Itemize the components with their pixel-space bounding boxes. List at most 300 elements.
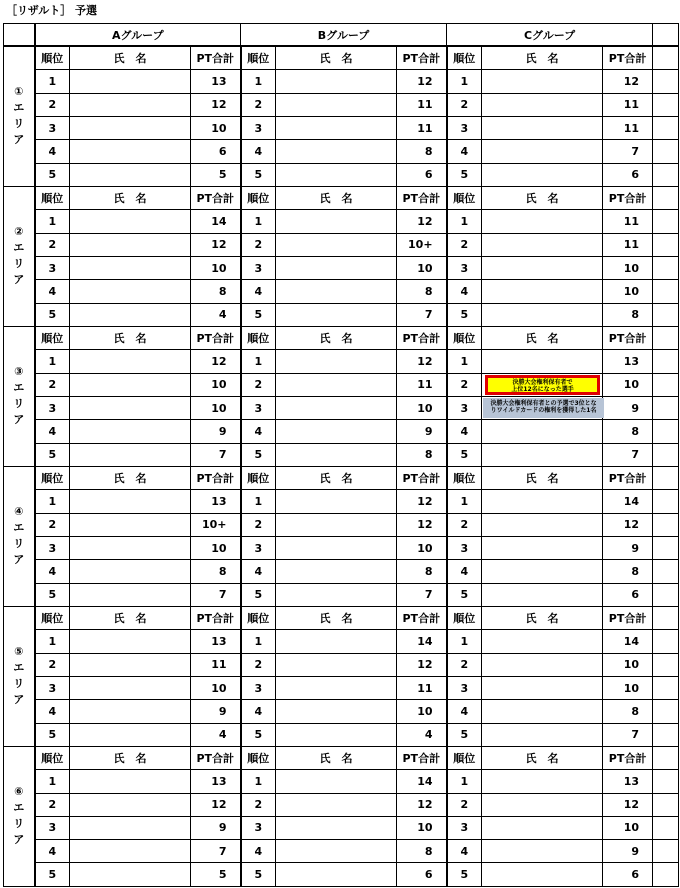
pt-cell: 10 bbox=[191, 396, 241, 419]
name-cell bbox=[482, 653, 603, 676]
name-cell bbox=[70, 793, 191, 816]
rank-cell: 2 bbox=[241, 93, 276, 116]
name-cell bbox=[482, 116, 603, 139]
rank-cell: 5 bbox=[241, 443, 276, 466]
spacer-cell bbox=[653, 46, 679, 70]
table-row bbox=[4, 350, 679, 373]
group-a-header: Aグループ bbox=[35, 24, 241, 47]
results-table bbox=[3, 23, 679, 887]
pt-cell: 14 bbox=[397, 770, 447, 793]
spacer-cell bbox=[653, 70, 679, 93]
pt-cell: 8 bbox=[603, 303, 653, 326]
pt-cell: 10 bbox=[191, 256, 241, 279]
rank-cell: 2 bbox=[447, 653, 482, 676]
rank-cell: 1 bbox=[447, 630, 482, 653]
rank-cell: 3 bbox=[447, 536, 482, 559]
name-cell bbox=[70, 303, 191, 326]
pt-cell: 10 bbox=[397, 256, 447, 279]
name-column-header: 氏 名 bbox=[276, 606, 397, 629]
spacer-cell bbox=[653, 653, 679, 676]
pt-cell: 7 bbox=[191, 840, 241, 863]
name-column-header: 氏 名 bbox=[482, 186, 603, 209]
name-cell bbox=[276, 443, 397, 466]
rank-cell: 1 bbox=[35, 770, 70, 793]
pt-cell: 8 bbox=[191, 560, 241, 583]
pt-cell: 5 bbox=[191, 863, 241, 887]
rank-cell: 4 bbox=[447, 700, 482, 723]
table-row bbox=[4, 210, 679, 233]
rank-cell: 5 bbox=[241, 863, 276, 887]
pt-column-header: PT合計 bbox=[397, 606, 447, 629]
rank-column-header: 順位 bbox=[241, 466, 276, 489]
spacer-cell bbox=[653, 536, 679, 559]
rank-cell: 3 bbox=[35, 536, 70, 559]
name-cell bbox=[276, 373, 397, 396]
rank-cell: 5 bbox=[447, 583, 482, 606]
rank-cell: 1 bbox=[447, 350, 482, 373]
table-row bbox=[4, 303, 679, 326]
pt-cell: 10 bbox=[191, 536, 241, 559]
table-row bbox=[4, 93, 679, 116]
rank-cell: 4 bbox=[447, 840, 482, 863]
area-label bbox=[4, 466, 35, 606]
rank-cell: 5 bbox=[241, 723, 276, 746]
name-column-header: 氏 名 bbox=[70, 606, 191, 629]
pt-cell: 6 bbox=[603, 583, 653, 606]
name-cell bbox=[70, 536, 191, 559]
rank-cell: 2 bbox=[35, 93, 70, 116]
rank-cell: 4 bbox=[241, 840, 276, 863]
name-cell bbox=[276, 676, 397, 699]
table-row bbox=[4, 163, 679, 186]
rank-cell: 2 bbox=[447, 373, 482, 396]
name-column-header: 氏 名 bbox=[276, 46, 397, 70]
pt-column-header: PT合計 bbox=[191, 186, 241, 209]
pt-column-header: PT合計 bbox=[603, 326, 653, 349]
rank-cell: 1 bbox=[241, 70, 276, 93]
pt-cell: 10 bbox=[603, 653, 653, 676]
rank-cell: 1 bbox=[241, 210, 276, 233]
column-header-row bbox=[4, 606, 679, 629]
rank-column-header: 順位 bbox=[35, 326, 70, 349]
pt-cell: 9 bbox=[603, 396, 653, 419]
rank-cell: 1 bbox=[241, 770, 276, 793]
area-label bbox=[4, 746, 35, 886]
name-cell bbox=[70, 140, 191, 163]
table-row bbox=[4, 816, 679, 839]
spacer-cell bbox=[653, 770, 679, 793]
name-cell bbox=[276, 723, 397, 746]
rank-cell: 5 bbox=[241, 583, 276, 606]
name-cell bbox=[276, 840, 397, 863]
pt-cell: 10 bbox=[397, 816, 447, 839]
rank-column-header: 順位 bbox=[447, 186, 482, 209]
spacer-cell bbox=[653, 816, 679, 839]
rank-cell: 2 bbox=[447, 513, 482, 536]
pt-cell: 6 bbox=[191, 140, 241, 163]
table-row bbox=[4, 443, 679, 466]
area-label-text: ③ エ リ ア bbox=[13, 365, 25, 427]
spacer-cell bbox=[653, 24, 679, 47]
name-cell bbox=[70, 256, 191, 279]
rank-cell: 2 bbox=[241, 653, 276, 676]
rank-column-header: 順位 bbox=[241, 746, 276, 769]
name-cell bbox=[70, 233, 191, 256]
pt-cell: 6 bbox=[603, 163, 653, 186]
name-cell bbox=[482, 420, 603, 443]
rank-column-header: 順位 bbox=[241, 606, 276, 629]
name-cell bbox=[482, 93, 603, 116]
spacer-cell bbox=[653, 443, 679, 466]
pt-cell: 13 bbox=[603, 350, 653, 373]
pt-cell: 7 bbox=[397, 583, 447, 606]
name-column-header: 氏 名 bbox=[70, 46, 191, 70]
rank-cell: 5 bbox=[447, 163, 482, 186]
pt-cell: 11 bbox=[397, 373, 447, 396]
pt-cell: 7 bbox=[191, 443, 241, 466]
name-cell bbox=[482, 163, 603, 186]
name-cell bbox=[276, 163, 397, 186]
pt-cell: 14 bbox=[603, 490, 653, 513]
name-cell bbox=[276, 560, 397, 583]
rank-cell: 1 bbox=[35, 490, 70, 513]
pt-cell: 10 bbox=[397, 700, 447, 723]
pt-cell: 10 bbox=[191, 373, 241, 396]
name-cell bbox=[276, 93, 397, 116]
rank-column-header: 順位 bbox=[447, 746, 482, 769]
pt-cell: 11 bbox=[603, 233, 653, 256]
table-row bbox=[4, 490, 679, 513]
name-cell bbox=[70, 443, 191, 466]
spacer-cell bbox=[653, 210, 679, 233]
name-column-header: 氏 名 bbox=[276, 186, 397, 209]
spacer-cell bbox=[653, 93, 679, 116]
rank-column-header: 順位 bbox=[241, 186, 276, 209]
pt-cell: 10+ bbox=[191, 513, 241, 536]
pt-column-header: PT合計 bbox=[191, 746, 241, 769]
rank-cell: 4 bbox=[241, 280, 276, 303]
rank-column-header: 順位 bbox=[447, 466, 482, 489]
rank-cell: 2 bbox=[447, 233, 482, 256]
name-cell bbox=[482, 443, 603, 466]
name-cell bbox=[276, 653, 397, 676]
table-row bbox=[4, 116, 679, 139]
name-cell bbox=[70, 210, 191, 233]
rank-cell: 5 bbox=[35, 723, 70, 746]
rank-cell: 2 bbox=[35, 793, 70, 816]
rank-cell: 5 bbox=[35, 303, 70, 326]
rank-cell: 1 bbox=[241, 490, 276, 513]
name-cell bbox=[70, 513, 191, 536]
area-label bbox=[4, 46, 35, 186]
name-cell bbox=[276, 816, 397, 839]
rank-cell: 4 bbox=[35, 140, 70, 163]
spacer-cell bbox=[653, 606, 679, 629]
area-label-text: ② エ リ ア bbox=[13, 225, 25, 287]
rank-cell: 4 bbox=[241, 560, 276, 583]
name-cell bbox=[482, 770, 603, 793]
rank-cell: 4 bbox=[35, 280, 70, 303]
spacer-cell bbox=[653, 256, 679, 279]
spacer-cell bbox=[653, 840, 679, 863]
pt-cell: 4 bbox=[191, 303, 241, 326]
pt-cell: 8 bbox=[603, 420, 653, 443]
rank-cell: 2 bbox=[241, 793, 276, 816]
pt-cell: 9 bbox=[603, 840, 653, 863]
pt-cell: 8 bbox=[603, 700, 653, 723]
pt-cell: 9 bbox=[603, 536, 653, 559]
spacer-cell bbox=[653, 723, 679, 746]
rank-cell: 3 bbox=[241, 256, 276, 279]
name-column-header: 氏 名 bbox=[276, 466, 397, 489]
rank-cell: 3 bbox=[35, 396, 70, 419]
spacer-cell bbox=[653, 863, 679, 887]
rank-cell: 5 bbox=[447, 863, 482, 887]
pt-cell: 7 bbox=[603, 723, 653, 746]
name-cell bbox=[70, 770, 191, 793]
pt-cell: 11 bbox=[397, 116, 447, 139]
column-header-row bbox=[4, 466, 679, 489]
name-cell bbox=[276, 513, 397, 536]
name-cell bbox=[482, 373, 603, 396]
pt-cell: 12 bbox=[191, 793, 241, 816]
spacer-cell bbox=[653, 466, 679, 489]
pt-column-header: PT合計 bbox=[191, 466, 241, 489]
name-column-header: 氏 名 bbox=[70, 326, 191, 349]
name-column-header: 氏 名 bbox=[482, 746, 603, 769]
pt-cell: 11 bbox=[603, 116, 653, 139]
area-label bbox=[4, 186, 35, 326]
pt-cell: 4 bbox=[191, 723, 241, 746]
name-cell bbox=[70, 840, 191, 863]
pt-cell: 9 bbox=[397, 420, 447, 443]
spacer-cell bbox=[653, 490, 679, 513]
name-cell bbox=[276, 793, 397, 816]
name-column-header: 氏 名 bbox=[70, 466, 191, 489]
pt-cell: 5 bbox=[191, 163, 241, 186]
name-cell bbox=[70, 396, 191, 419]
pt-cell: 12 bbox=[397, 513, 447, 536]
name-cell bbox=[70, 116, 191, 139]
rank-column-header: 順位 bbox=[35, 186, 70, 209]
rank-cell: 2 bbox=[35, 513, 70, 536]
rank-cell: 2 bbox=[241, 233, 276, 256]
table-row bbox=[4, 770, 679, 793]
area-label-text: ① エ リ ア bbox=[13, 85, 25, 147]
rank-column-header: 順位 bbox=[447, 46, 482, 70]
pt-cell: 12 bbox=[603, 70, 653, 93]
spacer-cell bbox=[653, 700, 679, 723]
area-label bbox=[4, 606, 35, 746]
group-header-row bbox=[4, 24, 679, 47]
table-row bbox=[4, 256, 679, 279]
spacer-cell bbox=[653, 630, 679, 653]
pt-cell: 10 bbox=[603, 816, 653, 839]
pt-cell: 13 bbox=[191, 490, 241, 513]
spacer-cell bbox=[653, 560, 679, 583]
pt-cell: 10 bbox=[603, 373, 653, 396]
pt-cell: 12 bbox=[397, 70, 447, 93]
pt-cell: 11 bbox=[191, 653, 241, 676]
pt-cell: 8 bbox=[397, 140, 447, 163]
name-cell bbox=[482, 210, 603, 233]
rank-cell: 3 bbox=[447, 116, 482, 139]
page-title: ［リザルト］ 予選 bbox=[6, 4, 98, 17]
column-header-row bbox=[4, 326, 679, 349]
rank-column-header: 順位 bbox=[35, 746, 70, 769]
table-row bbox=[4, 793, 679, 816]
pt-column-header: PT合計 bbox=[191, 326, 241, 349]
name-column-header: 氏 名 bbox=[276, 326, 397, 349]
rank-cell: 3 bbox=[241, 116, 276, 139]
pt-cell: 8 bbox=[397, 560, 447, 583]
pt-cell: 7 bbox=[603, 443, 653, 466]
rank-column-header: 順位 bbox=[35, 46, 70, 70]
pt-cell: 14 bbox=[191, 210, 241, 233]
spacer-cell bbox=[653, 303, 679, 326]
pt-column-header: PT合計 bbox=[603, 746, 653, 769]
table-row bbox=[4, 280, 679, 303]
name-cell bbox=[70, 373, 191, 396]
name-cell bbox=[70, 490, 191, 513]
rank-cell: 5 bbox=[447, 443, 482, 466]
pt-cell: 7 bbox=[397, 303, 447, 326]
spacer-cell bbox=[653, 116, 679, 139]
pt-cell: 4 bbox=[397, 723, 447, 746]
name-cell bbox=[276, 210, 397, 233]
pt-cell: 10+ bbox=[397, 233, 447, 256]
table-row bbox=[4, 653, 679, 676]
name-cell bbox=[70, 93, 191, 116]
name-cell bbox=[276, 536, 397, 559]
name-cell bbox=[482, 303, 603, 326]
rank-cell: 5 bbox=[241, 303, 276, 326]
pt-cell: 12 bbox=[191, 233, 241, 256]
rank-cell: 4 bbox=[447, 140, 482, 163]
name-cell bbox=[70, 653, 191, 676]
pt-column-header: PT合計 bbox=[397, 466, 447, 489]
spacer-cell bbox=[653, 186, 679, 209]
pt-column-header: PT合計 bbox=[603, 606, 653, 629]
pt-cell: 13 bbox=[603, 770, 653, 793]
table-row bbox=[4, 70, 679, 93]
pt-cell: 10 bbox=[603, 256, 653, 279]
rank-cell: 3 bbox=[241, 396, 276, 419]
pt-cell: 10 bbox=[397, 396, 447, 419]
rank-column-header: 順位 bbox=[447, 606, 482, 629]
table-row bbox=[4, 513, 679, 536]
column-header-row bbox=[4, 46, 679, 70]
rank-column-header: 順位 bbox=[35, 606, 70, 629]
name-cell bbox=[276, 233, 397, 256]
rank-cell: 3 bbox=[35, 256, 70, 279]
name-cell bbox=[70, 560, 191, 583]
pt-cell: 6 bbox=[397, 863, 447, 887]
rank-cell: 3 bbox=[447, 676, 482, 699]
pt-column-header: PT合計 bbox=[603, 466, 653, 489]
name-cell bbox=[276, 280, 397, 303]
name-cell bbox=[70, 630, 191, 653]
pt-cell: 10 bbox=[397, 536, 447, 559]
rank-cell: 2 bbox=[35, 373, 70, 396]
pt-column-header: PT合計 bbox=[191, 606, 241, 629]
rank-cell: 3 bbox=[35, 116, 70, 139]
rank-cell: 3 bbox=[241, 676, 276, 699]
name-cell bbox=[482, 490, 603, 513]
spacer-cell bbox=[653, 396, 679, 419]
rank-column-header: 順位 bbox=[35, 466, 70, 489]
table-row bbox=[4, 840, 679, 863]
pt-cell: 9 bbox=[191, 420, 241, 443]
table-row bbox=[4, 233, 679, 256]
pt-cell: 10 bbox=[603, 676, 653, 699]
pt-cell: 8 bbox=[397, 443, 447, 466]
rank-cell: 1 bbox=[35, 350, 70, 373]
name-cell bbox=[482, 396, 603, 419]
name-column-header: 氏 名 bbox=[70, 186, 191, 209]
spacer-cell bbox=[653, 420, 679, 443]
area-label bbox=[4, 326, 35, 466]
name-column-header: 氏 名 bbox=[482, 606, 603, 629]
pt-column-header: PT合計 bbox=[397, 46, 447, 70]
table-row bbox=[4, 723, 679, 746]
spacer-cell bbox=[653, 676, 679, 699]
pt-cell: 8 bbox=[397, 280, 447, 303]
name-cell bbox=[70, 676, 191, 699]
rank-cell: 3 bbox=[447, 396, 482, 419]
name-column-header: 氏 名 bbox=[482, 326, 603, 349]
rank-column-header: 順位 bbox=[447, 326, 482, 349]
pt-cell: 11 bbox=[603, 93, 653, 116]
spacer-cell bbox=[653, 326, 679, 349]
name-cell bbox=[276, 700, 397, 723]
name-cell bbox=[276, 303, 397, 326]
name-cell bbox=[482, 140, 603, 163]
pt-column-header: PT合計 bbox=[191, 46, 241, 70]
rank-cell: 1 bbox=[35, 630, 70, 653]
name-cell bbox=[482, 700, 603, 723]
name-cell bbox=[276, 116, 397, 139]
pt-cell: 8 bbox=[397, 840, 447, 863]
rank-cell: 1 bbox=[447, 770, 482, 793]
pt-column-header: PT合計 bbox=[397, 186, 447, 209]
name-cell bbox=[482, 793, 603, 816]
rank-cell: 1 bbox=[447, 70, 482, 93]
pt-cell: 12 bbox=[191, 350, 241, 373]
pt-cell: 13 bbox=[191, 630, 241, 653]
pt-cell: 7 bbox=[603, 140, 653, 163]
pt-cell: 12 bbox=[603, 513, 653, 536]
spacer-cell bbox=[653, 793, 679, 816]
area-label-text: ⑤ エ リ ア bbox=[13, 645, 25, 707]
finalist-note-badge: 決勝大会権利保有者で 上位12名になった選手 bbox=[485, 375, 600, 395]
pt-cell: 10 bbox=[191, 676, 241, 699]
spacer-cell bbox=[653, 140, 679, 163]
column-header-row bbox=[4, 186, 679, 209]
rank-cell: 4 bbox=[35, 840, 70, 863]
name-cell bbox=[482, 630, 603, 653]
table-row bbox=[4, 863, 679, 887]
rank-cell: 4 bbox=[241, 700, 276, 723]
rank-cell: 1 bbox=[241, 350, 276, 373]
spacer-cell bbox=[653, 350, 679, 373]
table-row bbox=[4, 560, 679, 583]
rank-cell: 1 bbox=[241, 630, 276, 653]
table-row bbox=[4, 676, 679, 699]
name-column-header: 氏 名 bbox=[482, 46, 603, 70]
rank-cell: 4 bbox=[447, 280, 482, 303]
rank-column-header: 順位 bbox=[241, 46, 276, 70]
